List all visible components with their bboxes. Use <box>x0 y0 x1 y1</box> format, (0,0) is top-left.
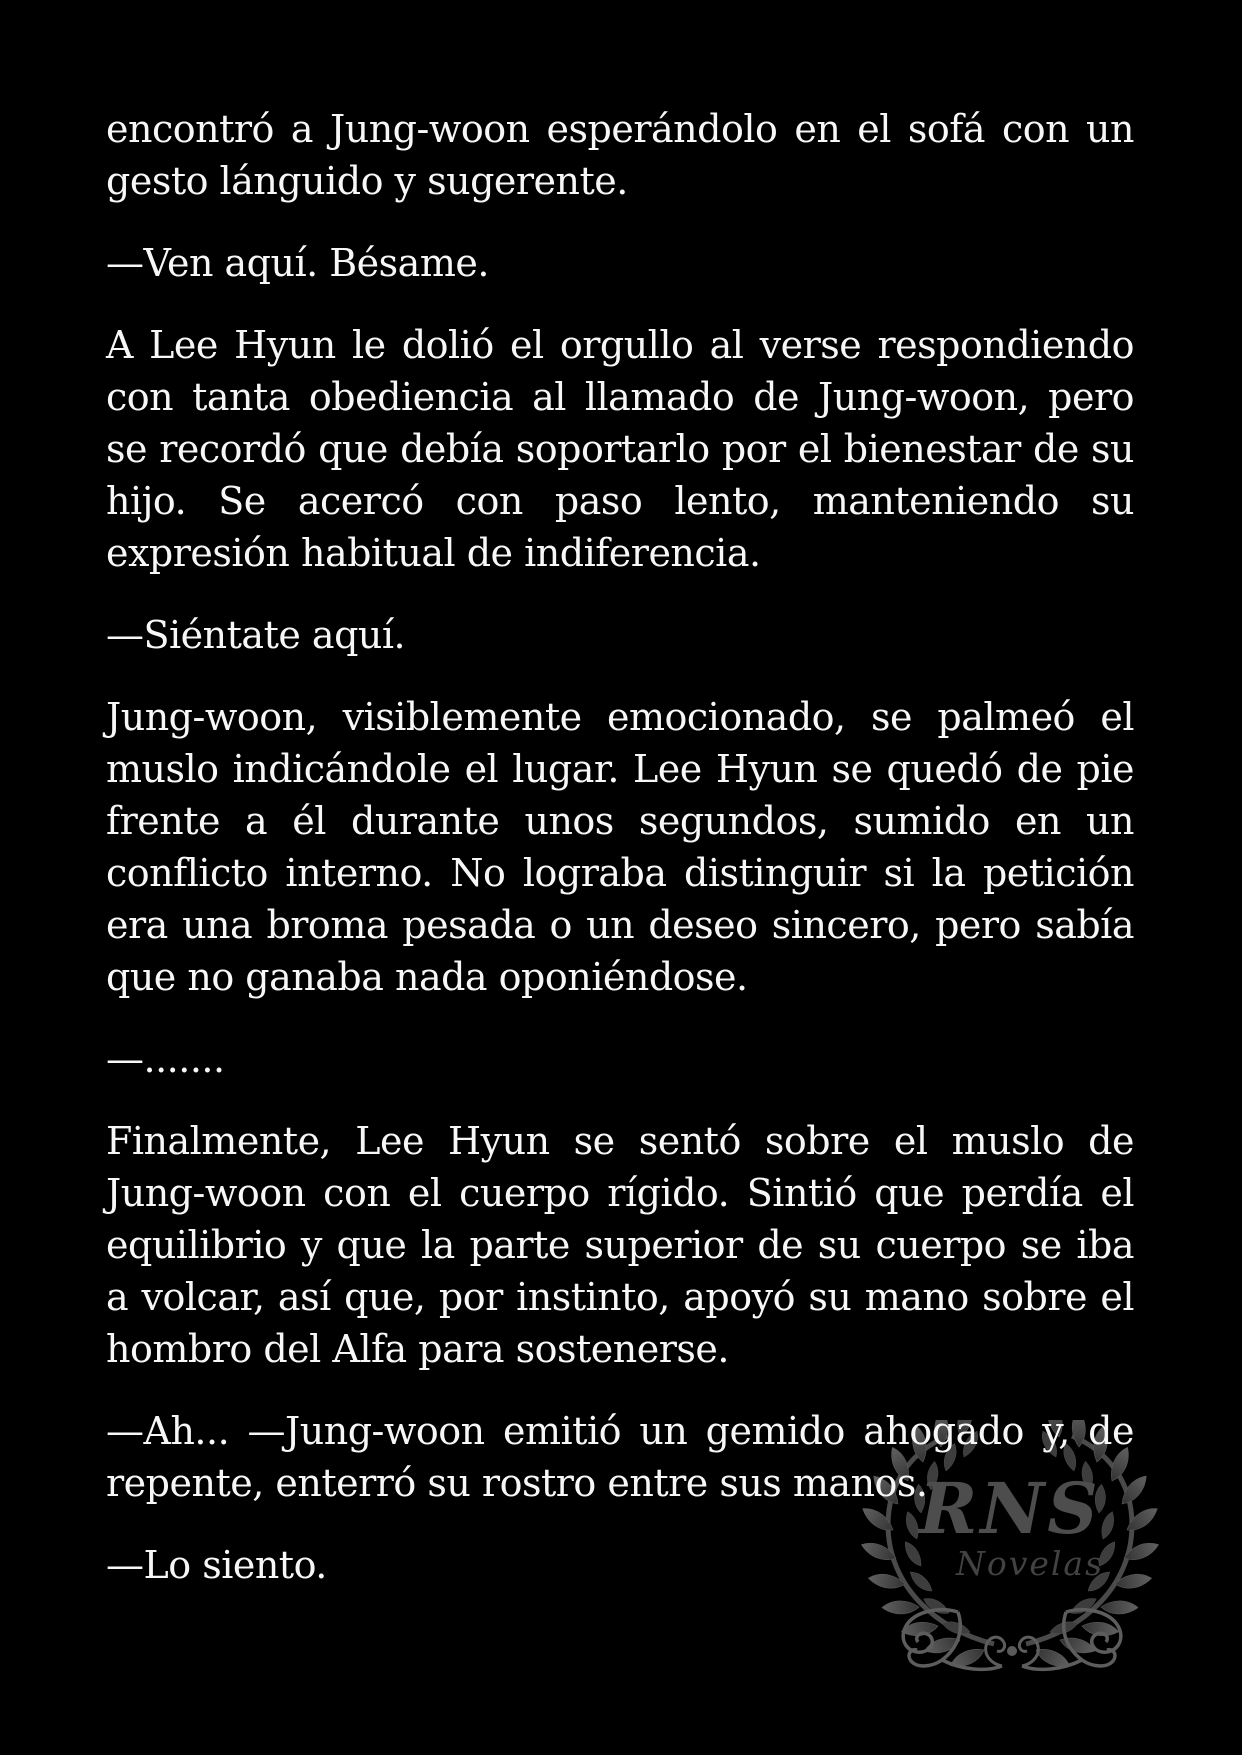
story-paragraph-dialogue: —Ah... —Jung-woon emitió un gemido ahogado y, de repente, enterró su rostro entre sus manos. <box>106 1409 1134 1505</box>
story-paragraph-dialogue: —Lo siento. <box>106 1543 327 1587</box>
story-paragraph: Jung-woon, visiblemente emocionado, se palmeó el muslo indicándole el lugar. Lee Hyun se quedó de pie frente a él durante unos segundos, sumido en un conflicto interno. No lograba distinguir si la petición era una broma pesada o un deseo sincero, pero sabía que no ganaba nada oponiéndose. <box>106 695 1134 999</box>
story-paragraph-dialogue: —Ven aquí. Bésame. <box>106 241 489 285</box>
watermark-title: RNS <box>919 1467 1101 1550</box>
story-paragraph-dialogue: —....... <box>106 1037 225 1081</box>
watermark-subtitle: Novelas <box>955 1544 1105 1583</box>
story-paragraph: Finalmente, Lee Hyun se sentó sobre el muslo de Jung-woon con el cuerpo rígido. Sintió que perdía el equilibrio y que la parte superior de su cuerpo se iba a volcar, así que, por instinto, apoyó su mano sobre el hombro del Alfa para sostenerse. <box>106 1119 1134 1371</box>
story-paragraph-dialogue: —Siéntate aquí. <box>106 613 406 657</box>
story-paragraph: A Lee Hyun le dolió el orgullo al verse respondiendo con tanta obediencia al llamado de Jung-woon, pero se recordó que debía soportarlo por el bienestar de su hijo. Se acercó con paso lento, manteniendo su expresión habitual de indiferencia. <box>106 323 1134 575</box>
story-paragraph: encontró a Jung-woon esperándolo en el sofá con un gesto lánguido y sugerente. <box>106 107 1134 203</box>
